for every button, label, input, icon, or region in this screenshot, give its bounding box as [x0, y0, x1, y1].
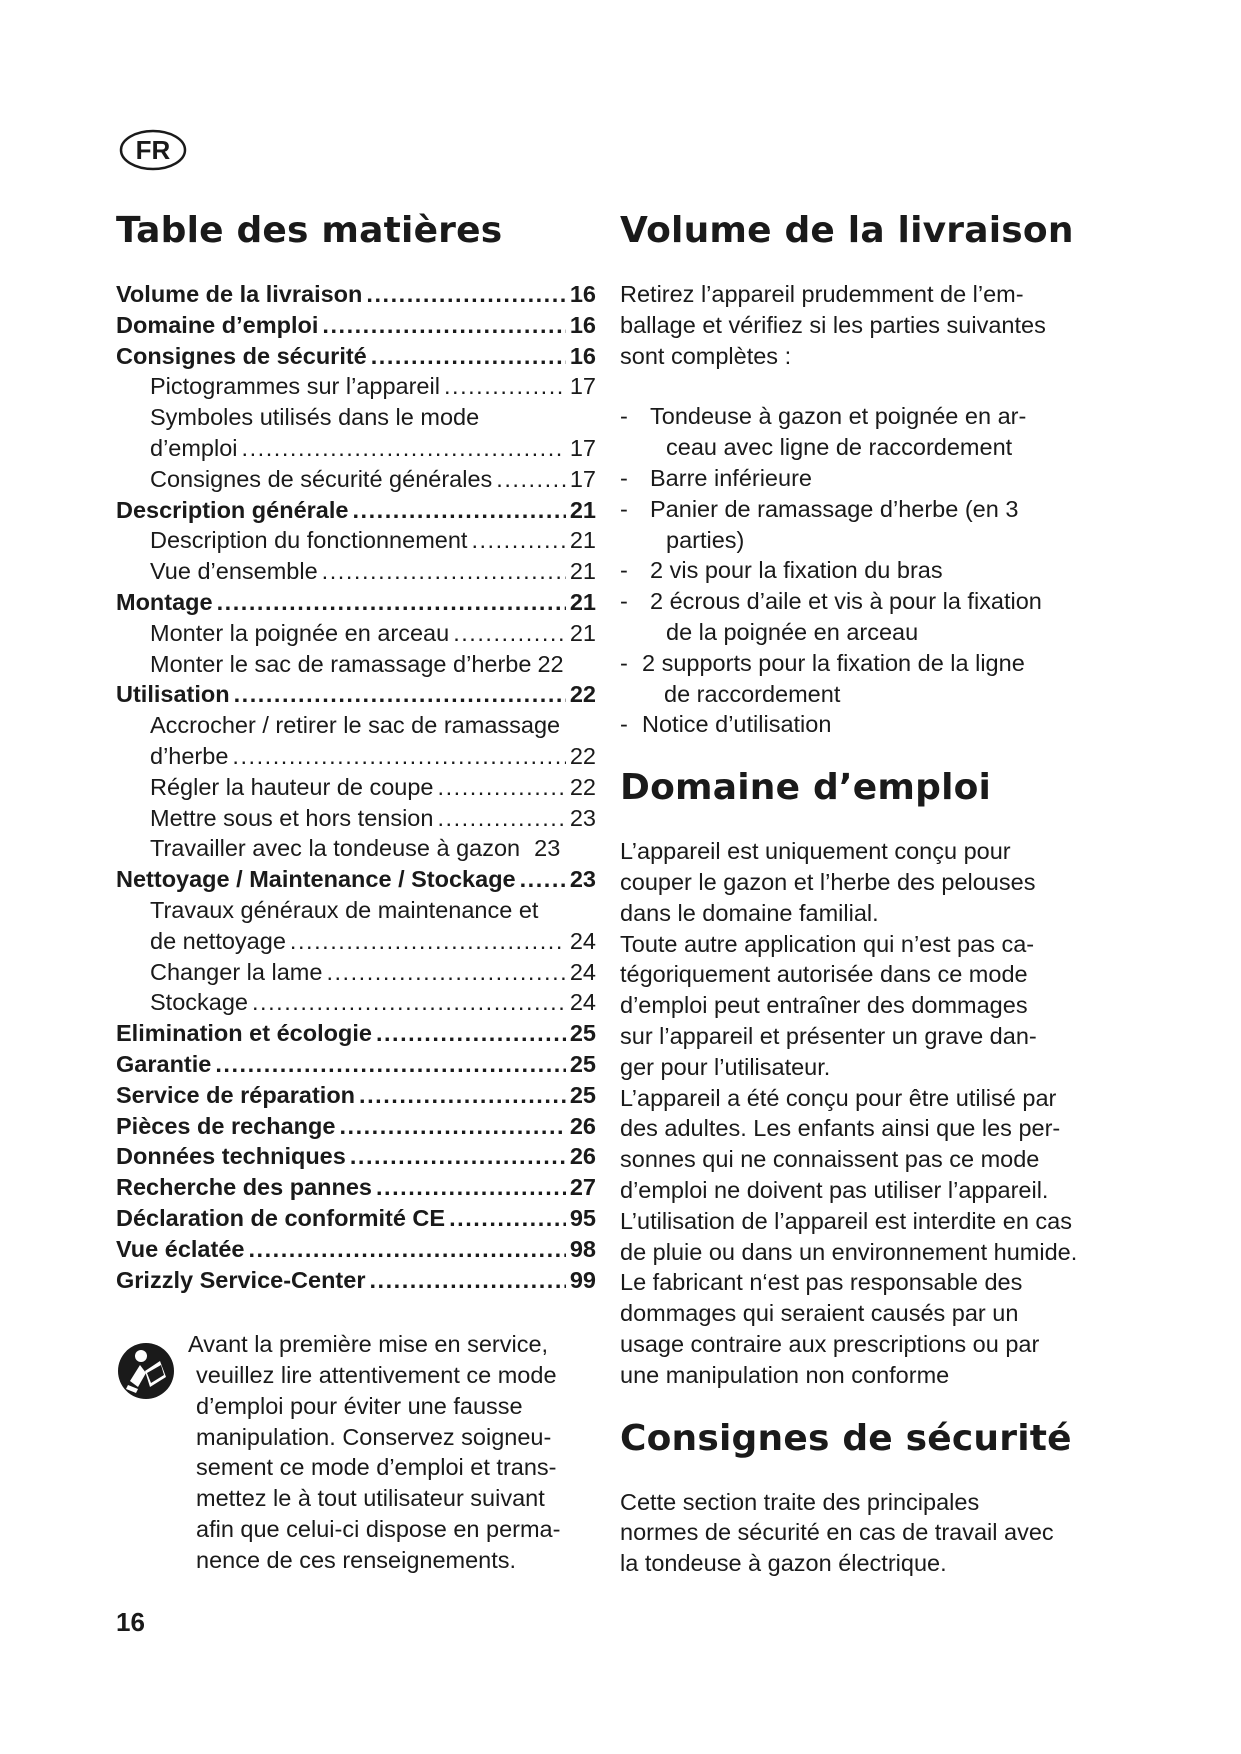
list-item-text: 2 supports pour la fixation de la ligne — [642, 649, 1025, 676]
read-manual-icon — [116, 1341, 176, 1401]
toc-entry-page: 27 — [569, 1174, 596, 1201]
text-line: d’emploi ne doivent pas utiliser l’appareil. — [620, 1176, 1049, 1203]
toc-entry-page: 17 — [569, 373, 596, 400]
text-line: sonnes qui ne connaissent pas ce mode — [620, 1146, 1040, 1173]
list-item: - Barre inférieure — [620, 463, 1125, 494]
toc-entry-label: Monter le sac de ramassage d’herbe — [150, 650, 532, 677]
text-line: la tondeuse à gazon électrique. — [620, 1550, 947, 1577]
toc-entry-label: Utilisation — [116, 681, 230, 708]
toc-entry[interactable] — [116, 1172, 596, 1203]
language-badge — [118, 128, 188, 172]
toc-subentry[interactable] — [116, 741, 596, 772]
toc-entry[interactable] — [116, 310, 596, 341]
section-title-delivery: Volume de la livraison — [620, 210, 1074, 251]
list-item-text: ceau avec ligne de raccordement — [666, 434, 1013, 461]
toc-entry[interactable] — [116, 587, 596, 618]
section-title-usage: Domaine d’emploi — [620, 767, 992, 809]
toc-entry-label: Vue d’ensemble — [150, 558, 318, 585]
note-line: manipulation. Conservez soigneu- — [196, 1423, 552, 1450]
text-line: usage contraire aux prescriptions ou par — [620, 1330, 1040, 1357]
toc-entry-label: Grizzly Service-Center — [116, 1266, 366, 1293]
language-badge-label: FR — [135, 135, 171, 165]
toc-entry-page: 26 — [569, 1112, 596, 1139]
list-item-text: de la poignée en arceau — [666, 618, 919, 645]
text-line: sont complètes : — [620, 342, 792, 369]
read-manual-note — [116, 1329, 596, 1575]
list-item-text: Tondeuse à gazon et poignée en ar- — [650, 403, 1027, 430]
toc-entry[interactable] — [116, 1203, 596, 1234]
text-line: tégoriquement autorisée dans ce mode — [620, 961, 1028, 988]
toc-entry-page: 21 — [569, 588, 596, 615]
note-line: mettez le à tout utilisateur suivant — [196, 1485, 545, 1512]
toc-entry-label: Nettoyage / Maintenance / Stockage — [116, 866, 516, 893]
text-line: Retirez l’appareil prudemment de l’em- — [620, 281, 1024, 307]
toc-subentry[interactable] — [116, 556, 596, 587]
toc-entry-label: Montage — [116, 588, 213, 615]
text-line: sur l’appareil et présenter un grave dan- — [620, 1022, 1037, 1049]
table-of-contents — [116, 279, 596, 1295]
toc-subentry-label-line1[interactable]: Accrocher / retirer le sac de ramassage — [150, 712, 561, 739]
toc-entry-label: Consignes de sécurité — [116, 342, 367, 369]
toc-entry-page: 98 — [569, 1235, 596, 1262]
toc-entry-label: Pictogrammes sur l’appareil — [150, 373, 440, 400]
text-line: L’appareil est uniquement conçu pour — [620, 838, 1011, 865]
toc-entry[interactable] — [116, 1080, 596, 1111]
delivery-list — [620, 401, 1125, 740]
page-number: 16 — [116, 1607, 145, 1637]
toc-entry-page: 25 — [569, 1020, 596, 1047]
toc-entry-page: 25 — [569, 1081, 596, 1108]
text-line: dans le domaine familial. — [620, 899, 879, 926]
text-line: une manipulation non conforme — [620, 1361, 950, 1388]
toc-entry-label: Recherche des pannes — [116, 1174, 372, 1201]
toc-entry[interactable] — [116, 495, 596, 526]
list-item-text: parties) — [666, 526, 745, 553]
note-line: sement ce mode d’emploi et trans- — [196, 1454, 557, 1481]
note-line: nence de ces renseignements. — [196, 1546, 517, 1573]
toc-subentry[interactable] — [116, 464, 596, 495]
toc-entry-page: 23 — [534, 835, 561, 862]
toc-subentry[interactable] — [116, 433, 596, 464]
toc-subentry[interactable] — [116, 833, 596, 864]
toc-entry-page: 16 — [569, 311, 596, 338]
toc-entry-label: Mettre sous et hors tension — [150, 804, 434, 831]
toc-subentry[interactable] — [116, 649, 596, 680]
text-line: des adultes. Les enfants ainsi que les per- — [620, 1115, 1061, 1142]
list-item-text: Panier de ramassage d’herbe (en 3 — [650, 495, 1019, 522]
text-line: ger pour l’utilisateur. — [620, 1053, 831, 1080]
toc-entry-page: 21 — [569, 527, 596, 554]
toc-subentry-label-line1[interactable]: Symboles utilisés dans le mode — [150, 404, 480, 431]
list-item: - 2 écrous d’aile et vis à pour la fixation de la poignée en arceau — [620, 586, 1125, 648]
toc-entry-page: 21 — [569, 619, 596, 646]
toc-entry[interactable] — [116, 1018, 596, 1049]
list-item-text: Barre inférieure — [650, 464, 812, 491]
toc-entry-label: Service de réparation — [116, 1081, 356, 1108]
toc-entry[interactable] — [116, 1141, 596, 1172]
toc-entry[interactable] — [116, 864, 596, 895]
toc-subentry[interactable] — [116, 803, 596, 834]
toc-subentry[interactable] — [116, 772, 596, 803]
text-line: Le fabricant n‘est pas responsable des — [620, 1269, 1023, 1296]
note-line: veuillez lire attentivement ce mode — [196, 1362, 557, 1389]
toc-entry[interactable] — [116, 1265, 596, 1296]
toc-entry-page: 25 — [569, 1050, 596, 1077]
toc-entry-page: 24 — [569, 927, 596, 954]
delivery-intro — [620, 279, 1125, 371]
toc-entry-page: 24 — [569, 989, 596, 1016]
toc-entry-page: 22 — [569, 681, 596, 708]
toc-entry-page: 26 — [569, 1143, 596, 1170]
text-line: couper le gazon et l’herbe des pelouses — [620, 868, 1036, 895]
toc-title: Table des matières — [116, 210, 503, 251]
toc-entry-label: Volume de la livraison — [116, 281, 363, 307]
toc-entry-page: 16 — [569, 281, 596, 307]
toc-entry[interactable] — [116, 1111, 596, 1142]
list-item-text: Notice d’utilisation — [642, 711, 832, 738]
toc-subentry[interactable] — [116, 525, 596, 556]
left-column — [116, 205, 596, 1576]
toc-entry-label: Régler la hauteur de coupe — [150, 773, 434, 800]
toc-entry-label: d’herbe — [150, 742, 229, 769]
text-line: normes de sécurité en cas de travail avec — [620, 1519, 1054, 1546]
toc-entry-label: d’emploi — [150, 434, 238, 461]
note-line: d’emploi pour éviter une fausse — [196, 1392, 523, 1419]
text-line: dommages qui seraient causés par un — [620, 1300, 1019, 1327]
toc-entry-label: Pièces de rechange — [116, 1112, 336, 1139]
toc-entry[interactable] — [116, 679, 596, 710]
toc-entry-page: 95 — [569, 1204, 596, 1231]
safety-text — [620, 1487, 1125, 1579]
toc-entry-label: Changer la lame — [150, 958, 323, 985]
toc-entry-page: 23 — [569, 804, 596, 831]
list-item-text: 2 écrous d’aile et vis à pour la fixation — [650, 588, 1042, 615]
list-item-text: de raccordement — [664, 680, 841, 707]
toc-entry[interactable] — [116, 1049, 596, 1080]
toc-entry-label: Domaine d’emploi — [116, 311, 319, 338]
text-line: de pluie ou dans un environnement humide. — [620, 1238, 1078, 1265]
toc-entry[interactable] — [116, 341, 596, 372]
read-manual-text — [116, 1329, 596, 1575]
list-item: - Panier de ramassage d’herbe (en 3 parties) — [620, 494, 1125, 556]
toc-entry-label: Stockage — [150, 989, 248, 1016]
toc-entry-label: Description générale — [116, 496, 349, 523]
toc-entry-label: Données techniques — [116, 1143, 346, 1170]
text-line: Toute autre application qui n’est pas ca- — [620, 930, 1035, 957]
toc-entry[interactable] — [116, 279, 596, 310]
toc-entry-page: 22 — [537, 650, 564, 677]
toc-entry-page: 16 — [569, 342, 596, 369]
note-line: Avant la première mise en service, — [188, 1331, 549, 1358]
toc-entry-page: 21 — [569, 558, 596, 585]
toc-subentry[interactable] — [116, 371, 596, 402]
toc-subentry[interactable] — [116, 926, 596, 957]
toc-entry-label: de nettoyage — [150, 927, 286, 954]
toc-entry-label: Monter la poignée en arceau — [150, 619, 450, 646]
toc-entry-page: 23 — [569, 866, 596, 893]
toc-subentry[interactable] — [116, 957, 596, 988]
note-line: afin que celui-ci dispose en perma- — [196, 1516, 561, 1543]
list-item-text: 2 vis pour la fixation du bras — [650, 557, 943, 584]
toc-entry-label: Elimination et écologie — [116, 1020, 372, 1047]
list-item: - 2 vis pour la fixation du bras — [620, 555, 1125, 586]
toc-entry-label: Vue éclatée — [116, 1235, 245, 1262]
right-column — [620, 205, 1125, 1579]
toc-entry-label: Description du fonctionnement — [150, 527, 468, 554]
toc-entry-label: Consignes de sécurité générales — [150, 465, 493, 492]
text-line: d’emploi peut entraîner des dommages — [620, 992, 1028, 1019]
list-item: - 2 supports pour la fixation de la ligne de raccordement — [620, 648, 1125, 710]
toc-entry-label: Garantie — [116, 1050, 212, 1077]
section-title-safety: Consignes de sécurité — [620, 1417, 1072, 1459]
text-line: L’utilisation de l’appareil est interdite en cas — [620, 1207, 1072, 1234]
list-item: - Tondeuse à gazon et poignée en ar- ceau avec ligne de raccordement — [620, 401, 1125, 463]
text-line: ballage et vérifiez si les parties suivantes — [620, 311, 1046, 338]
text-line: L’appareil a été conçu pour être utilisé par — [620, 1084, 1057, 1111]
toc-entry-page: 17 — [569, 434, 596, 461]
toc-subentry-label-line1[interactable]: Travaux généraux de maintenance et — [150, 896, 539, 923]
toc-entry-page: 24 — [569, 958, 596, 985]
toc-entry-page: 17 — [569, 465, 596, 492]
toc-entry[interactable] — [116, 1234, 596, 1265]
toc-entry-page: 22 — [569, 773, 596, 800]
toc-entry-label: Travailler avec la tondeuse à gazon — [150, 835, 521, 862]
usage-text — [620, 836, 1125, 1390]
toc-entry-page: 99 — [569, 1266, 596, 1293]
toc-subentry[interactable] — [116, 987, 596, 1018]
text-line: Cette section traite des principales — [620, 1488, 980, 1515]
toc-entry-page: 21 — [569, 496, 596, 523]
language-badge-oval — [118, 128, 188, 172]
list-item: - Notice d’utilisation — [620, 709, 1125, 740]
toc-subentry[interactable] — [116, 618, 596, 649]
toc-entry-page: 22 — [569, 742, 596, 769]
toc-entry-label: Déclaration de conformité CE — [116, 1204, 446, 1231]
